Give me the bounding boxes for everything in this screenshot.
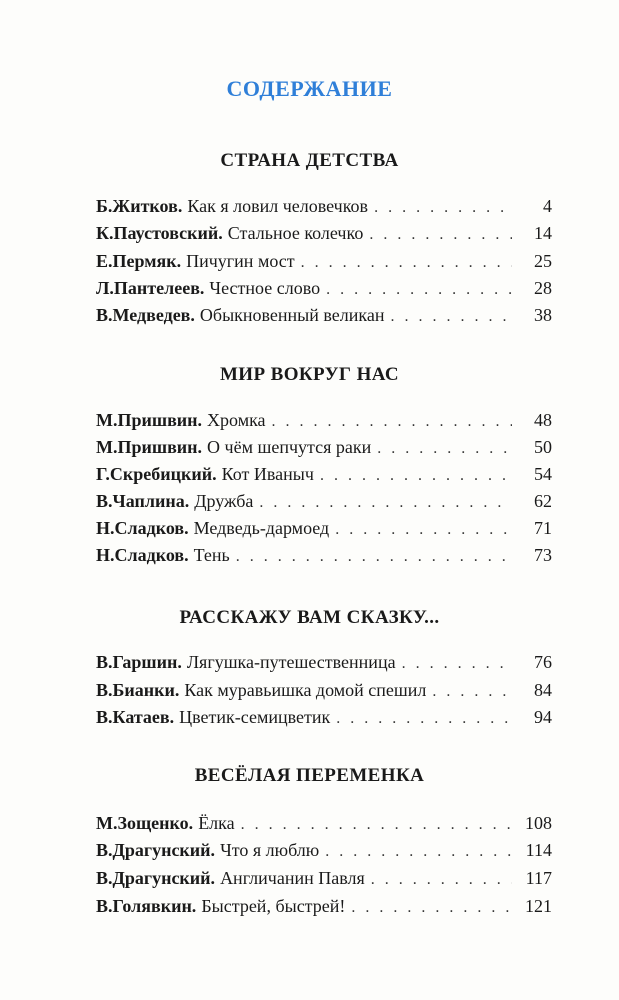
entry-page: 25 [534,251,552,271]
toc-entry[interactable] [96,278,552,304]
entry-author: Б.Житков. [96,196,183,216]
entry-author: В.Чаплина. [96,491,190,511]
toc-entry[interactable] [96,464,552,490]
page-title: СОДЕРЖАНИЕ [226,76,393,101]
entry-author: В.Драгунский. [96,840,216,860]
entry-page: 71 [534,518,552,538]
leader-dots [326,281,512,299]
entry-page: 117 [525,868,552,888]
entry-title: Англичанин Павля [220,868,365,888]
entry-page: 38 [534,305,552,325]
entry-page: 4 [543,196,552,216]
entry-author: М.Пришвин. [96,410,203,430]
entry-page: 94 [534,707,552,727]
entry-author: Л.Пантелеев. [96,278,205,298]
toc-entry[interactable] [96,196,552,222]
leader-dots [351,899,512,917]
entry-author: Г.Скребицкий. [96,464,217,484]
leader-dots [241,816,512,834]
entry-title: Лягушка-путешественница [186,652,396,672]
entry-title: Как я ловил человечков [187,196,369,216]
entry-author: В.Медведев. [96,305,195,325]
entry-title: Стальное колечко [227,223,364,243]
entry-page: 84 [534,680,552,700]
entry-title: Хромка [207,410,266,430]
entry-page: 62 [534,491,552,511]
leader-dots [301,254,512,272]
entry-title: Обыкновенный великан [199,305,385,325]
leader-dots [371,871,512,889]
section-title: МИР ВОКРУГ НАС [219,364,400,385]
toc-entry[interactable] [96,437,552,463]
leader-dots [259,494,512,512]
entry-title: Медведь-дармоед [193,518,330,538]
entry-page: 121 [525,896,552,916]
entry-author: Н.Сладков. [96,518,189,538]
entry-author: К.Паустовский. [96,223,223,243]
leader-dots [369,226,512,244]
entry-page: 73 [534,545,552,565]
section-title: СТРАНА ДЕТСТВА [220,150,399,171]
entry-title: Кот Иваныч [221,464,314,484]
entry-page: 48 [534,410,552,430]
entry-page: 28 [534,278,552,298]
toc-entry[interactable] [96,545,552,571]
section-title: РАССКАЖУ ВАМ СКАЗКУ... [179,607,440,628]
leader-dots [336,710,512,728]
entry-page: 54 [534,464,552,484]
toc-entry[interactable] [96,868,552,894]
entry-author: М.Пришвин. [96,437,203,457]
entry-author: В.Катаев. [96,707,175,727]
entry-author: В.Драгунский. [96,868,216,888]
entry-page: 108 [525,813,552,833]
entry-title: Ёлка [198,813,235,833]
entry-title: Честное слово [209,278,321,298]
entry-page: 76 [534,652,552,672]
section-title: ВЕСЁЛАЯ ПЕРЕМЕНКА [194,765,425,786]
toc-entry[interactable] [96,813,552,839]
toc-entry[interactable] [96,251,552,277]
leader-dots [374,199,512,217]
toc-entry[interactable] [96,410,552,436]
leader-dots [272,413,512,431]
leader-dots [432,683,512,701]
entry-author: В.Голявкин. [96,896,197,916]
entry-author: В.Гаршин. [96,652,182,672]
leader-dots [402,655,512,673]
toc-entry[interactable] [96,707,552,733]
entry-title: Как муравьишка домой спешил [184,680,427,700]
entry-title: О чём шепчутся раки [207,437,372,457]
entry-title: Пичугин мост [186,251,295,271]
leader-dots [377,440,512,458]
entry-title: Что я люблю [220,840,320,860]
toc-entry[interactable] [96,305,552,331]
leader-dots [391,308,512,326]
leader-dots [325,843,512,861]
entry-page: 114 [525,840,552,860]
entry-author: Е.Пермяк. [96,251,182,271]
toc-entry[interactable] [96,896,552,922]
entry-title: Цветик-семицветик [179,707,331,727]
toc-entry[interactable] [96,518,552,544]
entry-page: 14 [534,223,552,243]
entry-page: 50 [534,437,552,457]
toc-entry[interactable] [96,491,552,517]
toc-entry[interactable] [96,840,552,866]
leader-dots [236,548,512,566]
entry-author: В.Бианки. [96,680,180,700]
toc-entry[interactable] [96,223,552,249]
leader-dots [335,521,512,539]
entry-title: Быстрей, быстрей! [201,896,346,916]
toc-entry[interactable] [96,652,552,678]
entry-author: М.Зощенко. [96,813,194,833]
leader-dots [320,467,512,485]
entry-author: Н.Сладков. [96,545,189,565]
entry-title: Тень [193,545,230,565]
entry-title: Дружба [194,491,254,511]
toc-entry[interactable] [96,680,552,706]
